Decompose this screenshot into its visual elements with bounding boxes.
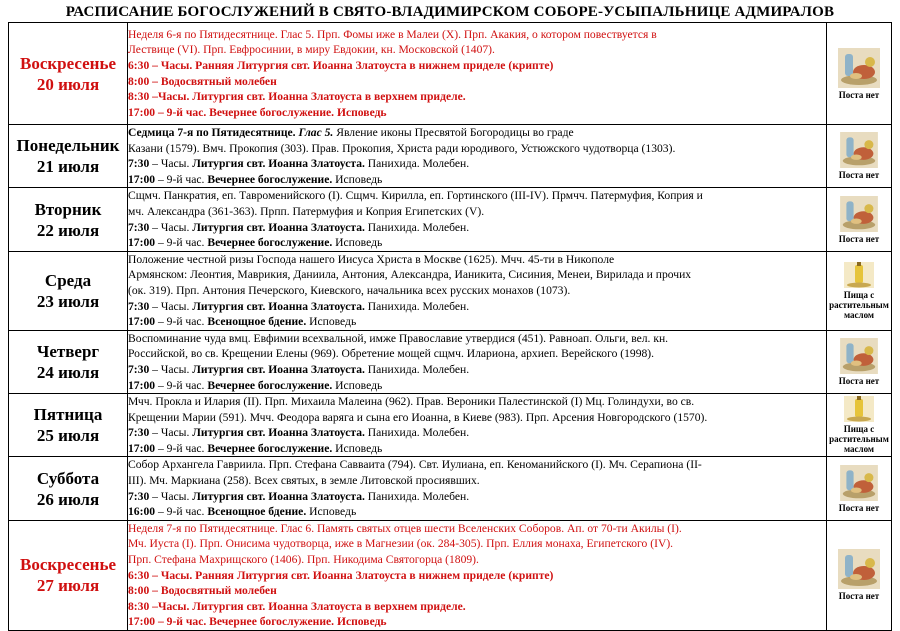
fast-cell — [827, 251, 892, 330]
fast-label: Поста нет — [838, 591, 880, 602]
day-cell — [9, 330, 128, 393]
date: 20 июля — [36, 74, 100, 94]
page-title: РАСПИСАНИЕ БОГОСЛУЖЕНИЙ В СВЯТО-ВЛАДИМИРСКОМ СОБОРЕ-УСЫПАЛЬНИЦЕ АДМИРАЛОВ — [65, 4, 835, 20]
food-icon — [839, 132, 879, 168]
fast-label: Поста нет — [838, 233, 880, 244]
service-line: 7:30 – Часы. Литургия свт. Иоанна Златоуста. Панихида. Молебен. — [128, 220, 470, 234]
weekday: Суббота — [36, 468, 100, 488]
service-line: (ок. 319). Прп. Антония Печерского, Киевского, начальника всех русских монахов (1073). — [128, 283, 571, 297]
day-cell — [9, 125, 128, 188]
date: 22 июля — [36, 220, 100, 240]
services-cell — [128, 188, 827, 251]
schedule-row — [9, 457, 892, 520]
fast-label: Пища с растительным маслом — [829, 424, 889, 455]
service-line: 17:00 – 9-й час. Вечернее богослужение. Исповедь — [128, 441, 383, 455]
date: 27 июля — [36, 576, 100, 596]
schedule-table — [8, 22, 892, 631]
day-cell — [9, 251, 128, 330]
fast-cell — [827, 457, 892, 520]
fast-cell — [827, 394, 892, 457]
services-cell — [128, 23, 827, 125]
weekday: Четверг — [36, 341, 100, 361]
service-line: мч. Александра (361-363). Прпп. Патермуфия и Коприя Египетских (V). — [128, 204, 485, 218]
service-line: 7:30 – Часы. Литургия свт. Иоанна Златоуста. Панихида. Молебен. — [128, 362, 470, 376]
schedule-row — [9, 188, 892, 251]
service-line: Лествице (VI). Прп. Евфросинии, в миру Евдокии, кн. Московской (1407). — [128, 43, 495, 57]
service-line: 6:30 – Часы. Ранняя Литургия свт. Иоанна Златоуста в нижнем приделе (крипте) — [128, 568, 554, 582]
schedule-row — [9, 125, 892, 188]
fast-cell — [827, 330, 892, 393]
fast-label: Поста нет — [838, 375, 880, 386]
service-line: 17:00 – 9-й час. Всенощное бдение. Исповедь — [128, 315, 357, 329]
service-line: Мч. Иуста (I). Прп. Онисима чудотворца, иже в Магнезии (ок. 284-305). Прп. Еллия монаха, Египетского (IV). — [128, 537, 674, 551]
service-line: 16:00 – 9-й час. Всенощное бдение. Исповедь — [128, 505, 357, 519]
service-line: 7:30 – Часы. Литургия свт. Иоанна Златоуста. Панихида. Молебен. — [128, 299, 470, 313]
service-line: Сщмч. Панкратия, еп. Тавроменийского (I). Сщмч. Кирилла, еп. Гортинского (III-IV). Прмчч. Патермуфия, Коприя и — [128, 189, 703, 203]
schedule-row — [9, 23, 892, 125]
service-line: Неделя 7-я по Пятидесятнице. Глас 6. Память святых отцев шести Вселенских Соборов. Ап. от 70-ти Акилы (I). — [128, 521, 682, 535]
service-line: Мчч. Прокла и Илария (II). Прп. Михаила Малеина (962). Прав. Вероники Палестинской (I) Мц. Голиндухи, во св. — [128, 395, 695, 409]
fast-cell — [827, 125, 892, 188]
weekday: Вторник — [34, 199, 102, 219]
food-icon — [838, 48, 880, 88]
weekday: Понедельник — [16, 136, 120, 156]
oil-icon — [844, 262, 874, 288]
services-cell — [128, 330, 827, 393]
services-cell — [128, 457, 827, 520]
fast-label: Пища с растительным маслом — [829, 289, 889, 320]
service-line: Крещении Марии (591). Мчч. Феодора варяга и сына его Иоанна, в Киеве (983). Прп. Арсения Новгородского (1570). — [128, 410, 708, 424]
service-line: III). Мч. Маркиана (258). Всех святых, в земле Литовской просиявших. — [128, 474, 480, 488]
day-cell — [9, 394, 128, 457]
service-line: 17:00 – 9-й час. Вечернее богослужение. Исповедь — [128, 615, 387, 629]
weekday: Пятница — [33, 405, 103, 425]
weekday: Воскресенье — [19, 53, 116, 73]
day-cell — [9, 23, 128, 125]
service-line: 8:00 – Водосвятный молебен — [128, 74, 277, 88]
food-icon — [839, 196, 879, 232]
fast-label: Поста нет — [838, 89, 880, 100]
date: 21 июля — [36, 157, 100, 177]
oil-icon — [844, 396, 874, 422]
service-line: Седмица 7-я по Пятидесятнице. Глас 5. Явление иконы Пресвятой Богородицы во граде — [128, 126, 574, 139]
schedule-row — [9, 251, 892, 330]
fast-label: Поста нет — [838, 170, 880, 181]
weekday: Воскресенье — [19, 555, 116, 575]
service-line: 17:00 – 9-й час. Вечернее богослужение. Исповедь — [128, 172, 383, 186]
food-icon — [839, 465, 879, 501]
service-line: 7:30 – Часы. Литургия свт. Иоанна Златоуста. Панихида. Молебен. — [128, 157, 470, 171]
day-cell — [9, 188, 128, 251]
date: 23 июля — [36, 291, 100, 311]
service-line: 8:30 –Часы. Литургия свт. Иоанна Златоуста в верхнем приделе. — [128, 90, 466, 104]
food-icon — [839, 338, 879, 374]
service-line: 8:30 –Часы. Литургия свт. Иоанна Златоуста в верхнем приделе. — [128, 599, 466, 613]
day-cell — [9, 457, 128, 520]
service-line: Положение честной ризы Господа нашего Иисуса Христа в Москве (1625). Мчч. 45-ти в Никополе — [128, 252, 615, 266]
service-line: Прп. Стефана Махрищского (1406). Прп. Никодима Святогорца (1809). — [128, 553, 479, 567]
services-cell — [128, 394, 827, 457]
date: 26 июля — [36, 489, 100, 509]
fast-cell — [827, 188, 892, 251]
service-line: Собор Архангела Гавриила. Прп. Стефана Савваита (794). Свт. Иулиана, еп. Кеноманийского (I). Мч. Серапиона (II- — [128, 458, 702, 472]
service-line: 6:30 – Часы. Ранняя Литургия свт. Иоанна Златоуста в нижнем приделе (крипте) — [128, 58, 554, 72]
service-line: Казани (1579). Вмч. Прокопия (303). Прав. Прокопия, Христа ради юродивого, Устюжского чудотворца (1303). — [128, 141, 676, 155]
schedule-row — [9, 394, 892, 457]
service-line: Армянском: Леонтия, Маврикия, Даниила, Антония, Александра, Ианикита, Сисиния, Менеи, Вирилада и прочих — [128, 268, 692, 282]
service-line: 17:00 – 9-й час. Вечернее богослужение. Исповедь — [128, 236, 383, 250]
services-cell — [128, 251, 827, 330]
service-line: Воспоминание чуда вмц. Евфимии всехвальной, имже Православие утвердися (451). Равноап. Ольги, вел. кн. — [128, 331, 669, 345]
fast-cell — [827, 23, 892, 125]
service-line: Российской, во св. Крещении Елены (969). Обретение мощей сщмч. Илариона, архиеп. Верейского (1998). — [128, 347, 655, 361]
date: 24 июля — [36, 362, 100, 382]
food-icon — [838, 549, 880, 589]
service-line: 8:00 – Водосвятный молебен — [128, 584, 277, 598]
fast-label: Поста нет — [838, 502, 880, 513]
service-line: 17:00 – 9-й час. Вечернее богослужение. Исповедь — [128, 378, 383, 392]
schedule-row — [9, 330, 892, 393]
service-line: Неделя 6-я по Пятидесятнице. Глас 5. Прп. Фомы иже в Малеи (X). Прп. Акакия, о котором повествуется в — [128, 27, 657, 41]
date: 25 июля — [36, 426, 100, 446]
service-line: 17:00 – 9-й час. Вечернее богослужение. Исповедь — [128, 105, 387, 119]
weekday: Среда — [44, 270, 92, 290]
services-cell — [128, 125, 827, 188]
service-line: 7:30 – Часы. Литургия свт. Иоанна Златоуста. Панихида. Молебен. — [128, 426, 470, 440]
service-line: 7:30 – Часы. Литургия свт. Иоанна Златоуста. Панихида. Молебен. — [128, 489, 470, 503]
